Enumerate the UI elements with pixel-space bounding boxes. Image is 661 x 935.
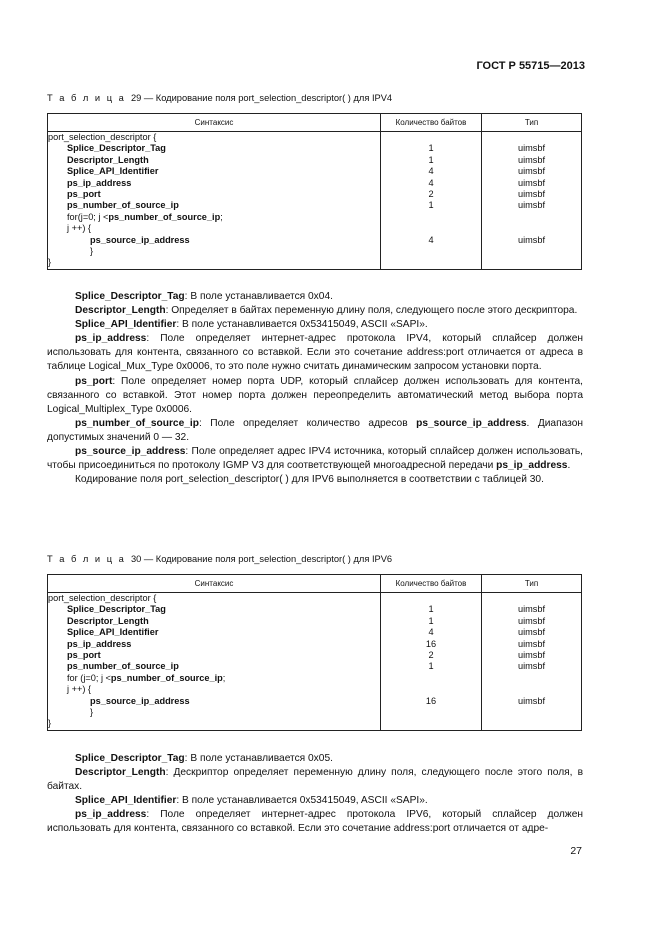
syntax-line [48,639,380,650]
field-type: uimsbf [517,234,546,245]
description-text: : Поле определяет адрес IPV4 источника, который сплайсер должен использовать, чтобы присоединиться по протоколу IGMP V3 для соответствующей многоадресной передачи [47,446,583,472]
byte-count: 16 [425,695,437,706]
field-descriptions-ipv4 [47,290,583,487]
field-type: uimsbf [517,604,546,615]
syntax-line [48,132,380,143]
field-name: Splice_Descriptor_Tag [75,291,185,302]
syntax-text: for(j=0; j < [67,211,109,222]
syntax-text: } [48,718,52,729]
syntax-text: ; [220,211,223,222]
syntax-line [48,212,380,223]
description-paragraph [47,766,583,794]
syntax-text: port_selection_descriptor { [48,593,157,603]
field-type [482,257,581,268]
syntax-text: j ++) { [67,684,92,695]
description-paragraph [47,290,583,304]
description-text: : Дескриптор определяет переменную длину поля, следующего после этого поля, в байтах. [47,767,583,793]
field-type [482,718,581,729]
description-paragraph [47,473,583,487]
syntax-line [48,673,380,684]
field-name: ps_source_ip_address [75,446,186,458]
syntax-text: j ++) { [67,223,92,234]
syntax-text: for (j=0; j < [67,672,111,683]
syntax-line [48,696,380,707]
field-type: uimsbf [517,143,546,154]
byte-count: 1 [428,154,434,165]
syntax-line [48,707,380,718]
field-name: Descriptor_Length [75,305,166,317]
description-text: : В поле устанавливается 0x05. [184,753,333,764]
syntax-field-name: ps_ip_address [67,638,132,649]
syntax-line [48,235,380,246]
syntax-field-name: ps_port [67,649,101,660]
byte-count [381,257,481,268]
syntax-line [48,593,380,604]
byte-count: 4 [428,234,434,245]
syntax-line [48,143,380,154]
caption-text: 30 — Кодирование поля port_selection_descriptor( ) для IPV6 [130,554,393,564]
syntax-line [48,616,380,627]
syntax-line [48,684,380,695]
description-paragraph [47,332,583,374]
description-paragraph [47,808,583,836]
column-header-byte-count: Количество байтов [381,114,482,132]
syntax-text: } [48,257,52,268]
byte-count: 1 [428,615,434,626]
byte-count: 1 [428,143,434,154]
byte-count [381,684,481,695]
field-type: uimsbf [517,154,546,165]
field-type: uimsbf [517,627,546,638]
type-cell [482,593,582,731]
byte-count [381,246,481,257]
syntax-text: ; [222,672,226,683]
syntax-line [48,650,380,661]
page-number: 27 [570,845,582,857]
syntax-line [48,246,380,257]
syntax-field-name: ps_number_of_source_ip [67,200,179,211]
description-text: : В поле устанавливается 0x53415049, ASCII «SAPI». [176,319,428,331]
byte-count: 4 [428,177,434,188]
syntax-field-name: Splice_Descriptor_Tag [67,143,166,154]
byte-count [381,718,481,729]
field-name: ps_ip_address [75,809,147,821]
byte-count: 1 [428,661,434,672]
column-header-type: Тип [482,114,582,132]
field-name: Splice_Descriptor_Tag [75,753,185,764]
description-paragraph [47,375,583,417]
field-type: uimsbf [517,177,546,188]
field-type: uimsbf [517,166,546,177]
byte-count [381,212,481,223]
byte-count: 4 [428,627,434,638]
syntax-line [48,189,380,200]
description-text: : В поле устанавливается 0x53415049, ASCII «SAPI». [176,795,428,807]
field-type: uimsbf [517,638,546,649]
description-text: : Поле определяет номер порта UDP, который сплайсер должен использовать для контента, связанного со вставкой. Этот номер порта должен переопределить автоматический метод выбора порта Logical_Multiplex_Type 0x0006. [47,375,583,415]
field-type [482,673,581,684]
syntax-field-name: Splice_Descriptor_Tag [67,604,166,615]
syntax-field-name: ps_number_of_source_ip [108,211,221,222]
byte-count [381,707,481,718]
syntax-field-name: Descriptor_Length [67,154,149,165]
syntax-line [48,718,380,729]
description-text: Кодирование поля port_selection_descriptor( ) для IPV6 выполняется в соответствии с таблицей 30. [75,474,544,486]
field-name: ps_port [75,375,113,387]
syntax-text: } [90,245,94,256]
syntax-line [48,257,380,268]
syntax-line [48,627,380,638]
field-name: ps_ip_address [496,460,568,472]
caption-text: 29 — Кодирование поля port_selection_descriptor( ) для IPV4 [130,93,393,103]
syntax-text: port_selection_descriptor { [48,132,157,142]
column-header-syntax: Синтаксис [48,114,381,132]
description-paragraph [47,445,583,473]
column-header-byte-count: Количество байтов [381,575,482,593]
syntax-line [48,166,380,177]
syntax-line [48,200,380,211]
description-paragraph [47,794,583,808]
type-cell [482,132,582,270]
byte-count [381,223,481,234]
caption-label: Т а б л и ц а [47,554,126,564]
table-29 [47,113,582,270]
column-header-syntax: Синтаксис [48,575,381,593]
description-paragraph [47,318,583,332]
field-name: ps_number_of_source_ip [75,417,199,429]
description-paragraph [47,417,583,445]
syntax-line [48,604,380,615]
byte-count: 1 [428,604,434,615]
syntax-field-name: Descriptor_Length [67,615,149,626]
byte-count-cell [381,593,482,731]
field-name: Descriptor_Length [75,767,166,779]
field-type [482,684,581,695]
description-text: . Диапазон допустимых значений 0 — 32. [47,417,583,443]
caption-label: Т а б л и ц а [47,93,126,103]
byte-count-cell [381,132,482,270]
field-type [482,223,581,234]
field-type: uimsbf [517,188,546,199]
field-type: uimsbf [517,200,546,211]
byte-count: 16 [425,638,437,649]
field-name: ps_ip_address [75,333,147,345]
syntax-field-name: Splice_API_Identifier [67,166,159,177]
syntax-text: } [90,706,94,717]
syntax-cell [48,593,381,731]
document-id-header: ГОСТ Р 55715—2013 [476,60,585,72]
field-name: ps_source_ip_address [416,417,527,429]
field-type [482,212,581,223]
syntax-line [48,661,380,672]
byte-count: 1 [428,200,434,211]
field-name: Splice_API_Identifier [75,795,177,807]
syntax-field-name: Splice_API_Identifier [67,627,159,638]
byte-count [381,673,481,684]
column-header-type: Тип [482,575,582,593]
description-paragraph [47,304,583,318]
field-name: Splice_API_Identifier [75,319,177,331]
syntax-line [48,223,380,234]
syntax-field-name: ps_port [67,188,101,199]
description-paragraph [47,752,583,766]
field-type [482,707,581,718]
byte-count: 4 [428,166,434,177]
field-type [482,132,581,143]
syntax-field-name: ps_number_of_source_ip [67,661,179,672]
description-text: . [567,460,571,472]
description-text: : В поле устанавливается 0x04. [184,291,333,302]
syntax-field-name: ps_ip_address [67,177,132,188]
field-type: uimsbf [517,615,546,626]
byte-count [381,132,481,143]
description-text: : Определяет в байтах переменную длину поля, следующего после этого дескриптора. [165,305,578,317]
field-type [482,593,581,604]
syntax-cell [48,132,381,270]
table-30 [47,574,582,731]
byte-count: 2 [428,188,434,199]
description-text: : Поле определяет интернет-адрес протокола IPV6, который сплайсер должен использовать для контента, связанного со вставкой. Если это сочетание address:port отличается от адре- [47,809,583,835]
syntax-field-name: ps_source_ip_address [90,234,190,245]
byte-count: 2 [428,649,434,660]
syntax-field-name: ps_source_ip_address [90,695,190,706]
table-29-caption [47,93,392,103]
field-type: uimsbf [517,649,546,660]
field-descriptions-ipv6 [47,752,583,837]
description-text: : Поле определяет интернет-адрес протокола IPV4, который сплайсер должен использовать для контента, связанного со вставкой. Если это сочетание address:port отличается от адреса в таблице Logical_Mux_Type 0x0006, то это поле нужно считать динамическим запросом установки порта. [47,333,583,373]
field-type: uimsbf [517,695,546,706]
table-30-caption [47,554,392,564]
syntax-line [48,178,380,189]
field-type: uimsbf [517,661,546,672]
syntax-field-name: ps_number_of_source_ip [110,672,223,683]
field-type [482,246,581,257]
byte-count [381,593,481,604]
description-text: : Поле определяет количество адресов [199,417,417,429]
syntax-line [48,155,380,166]
